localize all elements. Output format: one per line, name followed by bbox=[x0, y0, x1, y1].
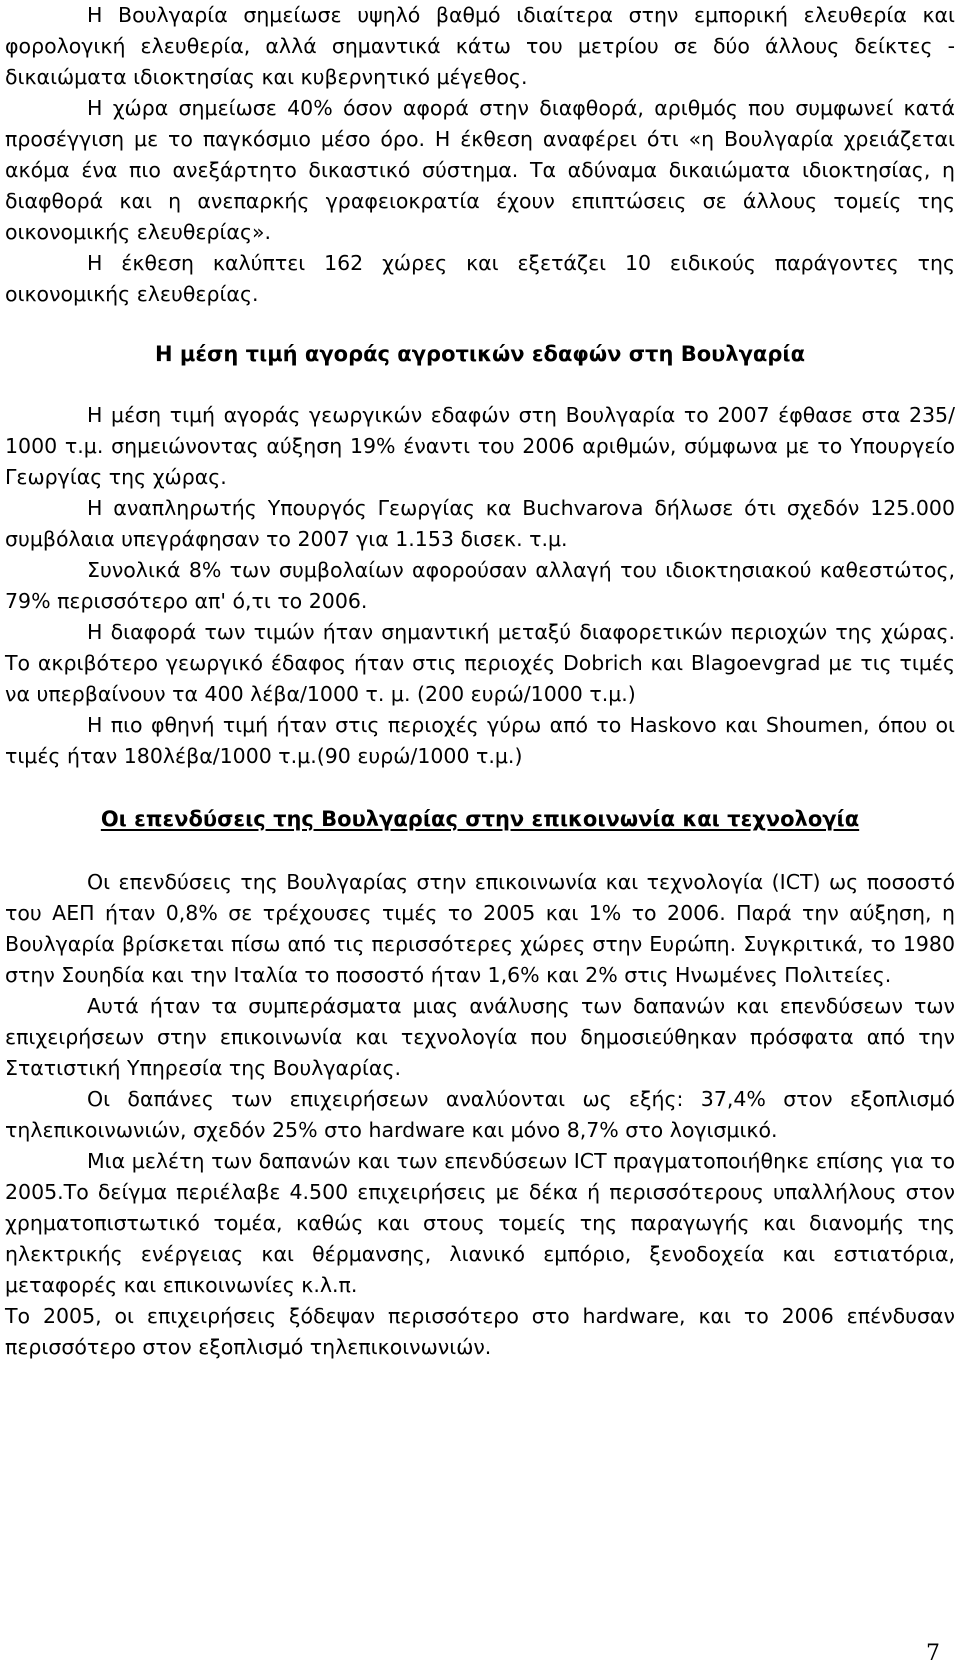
document-page bbox=[5, 0, 955, 1363]
paragraph-ict-analysis-source: Αυτά ήταν τα συμπεράσματα μιας ανάλυσης των δαπανών και επενδύσεων των επιχειρήσεων στην επικοινωνία και τεχνολογία που δημοσιεύθηκαν πρόσφατα από την Στατιστική Υπηρεσία της Βουλγαρίας. bbox=[5, 994, 955, 1080]
paragraph-intro-freedom: Η Βουλγαρία σημείωσε υψηλό βαθμό ιδιαίτερα στην εμπορική ελευθερία και φορολογική ελευθερία, αλλά σημαντικά κάτω του μετρίου σε δύο άλλους δείκτες - δικαιώματα ιδιοκτησίας και κυβερνητικό μέγεθος. bbox=[5, 3, 955, 89]
section-heading-ict-text: Οι επενδύσεις της Βουλγαρίας στην επικοινωνία και τεχνολογία bbox=[100, 807, 860, 831]
paragraph-land-regional-differences: Η διαφορά των τιμών ήταν σημαντική μεταξύ διαφορετικών περιοχών της χώρας. Το ακριβότερο γεωργικό έδαφος ήταν στις περιοχές Dobrich και Blagoevgrad με τις τιμές να υπερβαίνουν τα 400 λέβα/1000 τ. μ. (200 ευρώ/1000 τ.μ.) bbox=[5, 620, 955, 706]
paragraph-ict-study-sample: Μια μελέτη των δαπανών και των επενδύσεων ICT πραγματοποιήθηκε επίσης για το 2005.Το δείγμα περιέλαβε 4.500 επιχειρήσεις με δέκα ή περισσότερους υπαλλήλους στον χρηματοπιστωτικό τομέα, καθώς και στους τομείς της παραγωγής και διανομής της ηλεκτρικής ενέργειας και θέρμανσης, λιανικό εμπόριο, ξενοδοχεία και εστιατόρια, μεταφορές και επικοινωνίες κ.λ.π. bbox=[5, 1149, 955, 1297]
section-heading-ict-investments bbox=[5, 804, 955, 835]
paragraph-land-cheapest: Η πιο φθηνή τιμή ήταν στις περιοχές γύρω από το Haskovo και Shoumen, όπου οι τιμές ήταν 180λέβα/1000 τ.μ.(90 ευρώ/1000 τ.μ.) bbox=[5, 713, 955, 768]
paragraph-land-ownership-change: Συνολικά 8% των συμβολαίων αφορούσαν αλλαγή του ιδιοκτησιακού καθεστώτος, 79% περισσότερο απ' ό,τι το 2006. bbox=[5, 558, 955, 613]
paragraph-report-coverage: Η έκθεση καλύπτει 162 χώρες και εξετάζει 10 ειδικούς παράγοντες της οικονομικής ελευθερίας. bbox=[5, 251, 955, 306]
paragraph-corruption: Η χώρα σημείωσε 40% όσον αφορά στην διαφθορά, αριθμός που συμφωνεί κατά προσέγγιση με το παγκόσμιο μέσο όρο. Η έκθεση αναφέρει ότι «η Βουλγαρία χρειάζεται ακόμα ένα πιο ανεξάρτητο δικαστικό σύστημα. Τα αδύναμα δικαιώματα ιδιοκτησίας, η διαφθορά και η ανεπαρκής γραφειοκρατία έχουν επιπτώσεις σε άλλους τομείς της οικονομικής ελευθερίας». bbox=[5, 96, 955, 244]
paragraph-land-average-price: Η μέση τιμή αγοράς γεωργικών εδαφών στη Βουλγαρία το 2007 έφθασε στα 235/ 1000 τ.μ. σημειώνοντας αύξηση 19% έναντι του 2006 αριθμών, σύμφωνα με το Υπουργείο Γεωργίας της χώρας. bbox=[5, 403, 955, 489]
paragraph-ict-gdp-share: Οι επενδύσεις της Βουλγαρίας στην επικοινωνία και τεχνολογία (ICT) ως ποσοστό του ΑΕΠ ήταν 0,8% σε τρέχουσες τιμές το 2005 και 1% το 2006. Παρά την αύξηση, η Βουλγαρία βρίσκεται πίσω από τις περισσότερες χώρες στην Ευρώπη. Συγκριτικά, το 1980 στην Σουηδία και την Ιταλία το ποσοστό ήταν 1,6% και 2% στις Ηνωμένες Πολιτείες. bbox=[5, 870, 955, 987]
section-heading-land-prices: Η μέση τιμή αγοράς αγροτικών εδαφών στη Βουλγαρία bbox=[154, 342, 805, 366]
paragraph-land-contracts: Η αναπληρωτής Υπουργός Γεωργίας κα Buchvarova δήλωσε ότι σχεδόν 125.000 συμβόλαια υπεγράφησαν το 2007 για 1.153 δισεκ. τ.μ. bbox=[5, 496, 955, 551]
paragraph-ict-spending-breakdown: Οι δαπάνες των επιχειρήσεων αναλύονται ως εξής: 37,4% στον εξοπλισμό τηλεπικοινωνιών, σχεδόν 25% στο hardware και μόνο 8,7% στο λογισμικό. bbox=[5, 1087, 955, 1142]
page-number: 7 bbox=[926, 1641, 940, 1666]
paragraph-ict-2005-2006: Το 2005, οι επιχειρήσεις ξόδεψαν περισσότερο στο hardware, και το 2006 επένδυσαν περισσότερο στον εξοπλισμό τηλεπικοινωνιών. bbox=[5, 1304, 955, 1359]
